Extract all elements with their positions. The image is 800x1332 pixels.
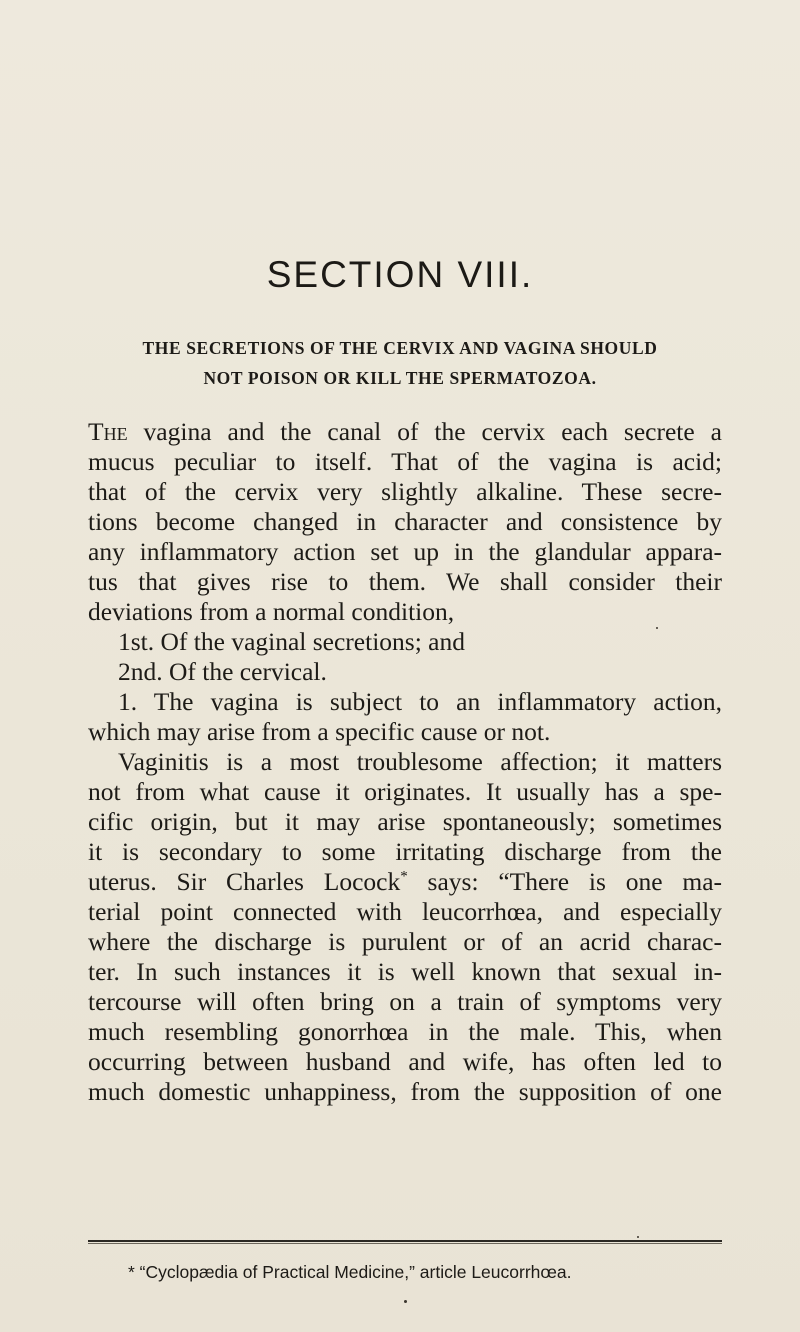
text-line: any inflammatory action set up in the glandular appara- [88, 537, 722, 566]
text-line: terial point connected with leucorrhœa, and especially [88, 897, 722, 926]
text-line: much resembling gonorrhœa in the male. This, when [88, 1017, 722, 1046]
text-line: that of the cervix very slightly alkaline. These secre- [88, 477, 722, 506]
text-line: 1st. Of the vaginal secretions; and [118, 627, 465, 656]
text-line: where the discharge is purulent or of an acrid charac- [88, 927, 722, 956]
section-subtitle-line-1: THE SECRETIONS OF THE CERVIX AND VAGINA SHOULD [142, 338, 658, 358]
lead-word: The [88, 417, 128, 446]
text-line: which may arise from a specific cause or not. [88, 717, 551, 746]
text-line: not from what cause it originates. It usually has a spe- [88, 777, 722, 806]
text-line: deviations from a normal condition, [88, 597, 455, 626]
text-line: cific origin, but it may arise spontaneously; sometimes [88, 807, 722, 836]
paper-speck [656, 627, 658, 629]
text-line: Vaginitis is a most troublesome affection; it matters [118, 747, 722, 776]
text-line: 2nd. Of the cervical. [118, 657, 327, 686]
text-line: 1. The vagina is subject to an inflammatory action, [118, 687, 722, 716]
paper-speck [404, 1300, 407, 1303]
text-line: tus that gives rise to them. We shall consider their [88, 567, 722, 596]
text-line: tions become changed in character and consistence by [88, 507, 722, 536]
text-line: The vagina and the canal of the cervix each secrete a [88, 417, 722, 446]
text-line: mucus peculiar to itself. That of the vagina is acid; [88, 447, 722, 476]
text-line: occurring between husband and wife, has often led to [88, 1047, 722, 1076]
section-title: SECTION VIII. [266, 254, 534, 295]
footnote: * “Cyclopædia of Practical Medicine,” article Leucorrhœa. [128, 1262, 572, 1282]
footnote-marker: * [400, 868, 408, 885]
section-subtitle-line-2: NOT POISON OR KILL THE SPERMATOZOA. [203, 368, 597, 388]
text-line: it is secondary to some irritating discharge from the [88, 837, 722, 866]
paper-speck [637, 1236, 639, 1238]
text-line: uterus. Sir Charles Locock* says: “There is one ma- [88, 867, 723, 896]
text-line: tercourse will often bring on a train of symptoms very [88, 987, 722, 1016]
text-line: ter. In such instances it is well known that sexual in- [88, 957, 722, 986]
footnote-divider [88, 1240, 722, 1242]
text-line: much domestic unhappiness, from the supposition of one [88, 1077, 722, 1106]
footnote-divider-shadow [88, 1243, 722, 1244]
